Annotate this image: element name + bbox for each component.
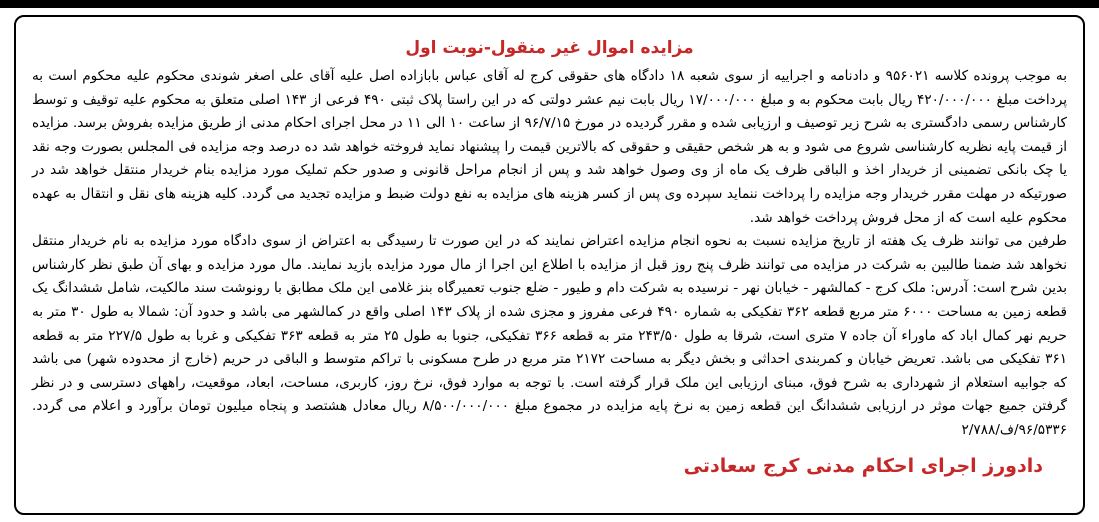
notice-paragraph-1: به موجب پرونده کلاسه ۹۵۶۰۲۱ و دادنامه و اجراییه از سوی شعبه ۱۸ دادگاه های حقوقی کرج له آقای عباس بابازاده اصل علیه آقای علی اصغر شوندی محکوم علیه محکوم است به پرداخت مبلغ ۴۲۰/۰۰۰/۰۰۰ ریال بابت محکوم به و مبلغ ۱۷/۰۰۰/۰۰۰ ریال بابت نیم عشر دولتی که در این راستا پلاک ثبتی ۴۹۰ فرعی از ۱۴۳ اصلی متعلق به محکوم علیه توقیف و توسط کارشناس رسمی دادگستری به شرح زیر توصیف و ارزیابی شده و مقرر گردیده در مورخ ۹۶/۷/۱۵ از ساعت ۱۰ الی ۱۱ در محل اجرای احکام مدنی از طریق مزایده بفروش برسد. مزایده از قیمت پایه نظریه کارشناسی شروع می شود و به هر شخص حقیقی و حقوقی که بالاترین قیمت را پیشنهاد نماید فروخته خواهد شد ده درصد وجه مزایده فی المجلس بصورت وجه نقد یا چک بانکی تضمینی از خریدار اخذ و الباقی ظرف یک ماه از وی وصول خواهد شد و پس از انجام مراحل قانونی و صدور حکم تملیک مورد مزایده بنام خریدار منتقل خواهد شد در صورتیکه در مهلت مقرر خریدار وجه مزایده را پرداخت ننماید سپرده وی پس از کسر هزینه های مزایده به نفع دولت ضبط و مزایده تجدید می گردد. کلیه هزینه های نقل و انتقال به عهده محکوم علیه است که از محل فروش پرداخت خواهد شد. [32, 68, 1068, 226]
signature: دادورز اجرای احکام مدنی کرج سعادتی [683, 454, 1043, 477]
notice-body [32, 65, 1067, 443]
top-black-bar [0, 0, 1099, 8]
notice-title: مزایده اموال غیر منقول-نوبت اول [405, 38, 694, 58]
auction-notice [14, 15, 1085, 515]
notice-paragraph-2: طرفین می توانند ظرف یک هفته از تاریخ مزایده نسبت به نحوه انجام مزایده اعتراض نمایند که در این صورت تا رسیدگی به اعتراض از سوی دادگاه مورد مزایده به نام خریدار منتقل نخواهد شد ضمنا طالبین به شرکت در مزایده می توانند ظرف پنج روز قبل از مزایده با اطلاع این اجرا از مال مورد مزایده بازید نمایند. مال مورد مزایده و بهای آن طبق نظر کارشناس بدین شرح است: آدرس: ملک کرج - کمالشهر - خیابان نهر - نرسیده به شرکت دام و طیور - ضلع جنوب تعمیرگاه بنز غلامی این ملک مطابق با رونوشت سند مالکیت، شامل ششدانگ یک قطعه زمین به مساحت ۶۰۰۰ متر مربع قطعه ۳۶۲ تفکیکی به شماره ۴۹۰ فرعی مفروز و مجزی شده از پلاک ۱۴۳ اصلی واقع در کمالشهر می باشد و حدود آن: شمالا به طول ۳۰ متر به حریم نهر کمال اباد که ماوراء آن جاده ۷ متری است، شرقا به طول ۲۴۳/۵۰ متر به قطعه ۳۶۶ تفکیکی، جنوبا به طول ۲۵ متر به قطعه ۳۶۳ تفکیکی و غربا به طول ۲۲۷/۵ متر به قطعه ۳۶۱ تفکیکی می باشد. تعریض خیابان و کمربندی احداثی و بخش دیگر به مساحت ۲۱۷۲ متر مربع در طرح مسکونی با تراکم متوسط و الباقی در حریم (خارج از محدوده شهر) می باشد که جوابیه استعلام از شهرداری به شرح فوق، مبنای ارزیابی این ملک قرار گرفته است. با توجه به موارد فوق، نرخ روز، کاربری، مساحت، ابعاد، موقعیت، راههای دسترسی و در نظر گرفتن جمیع جهات موثر در ارزیابی ششدانگ این قطعه زمین به نرخ پایه مزایده در مجموع مبلغ ۸/۵۰۰/۰۰۰/۰۰۰ ریال معادل هشتصد و پنجاه میلیون تومان برآورد و اعلام می گردد. ۹۶/۵۳۳۶/ف/۲/۷۸۸ [32, 233, 1067, 438]
